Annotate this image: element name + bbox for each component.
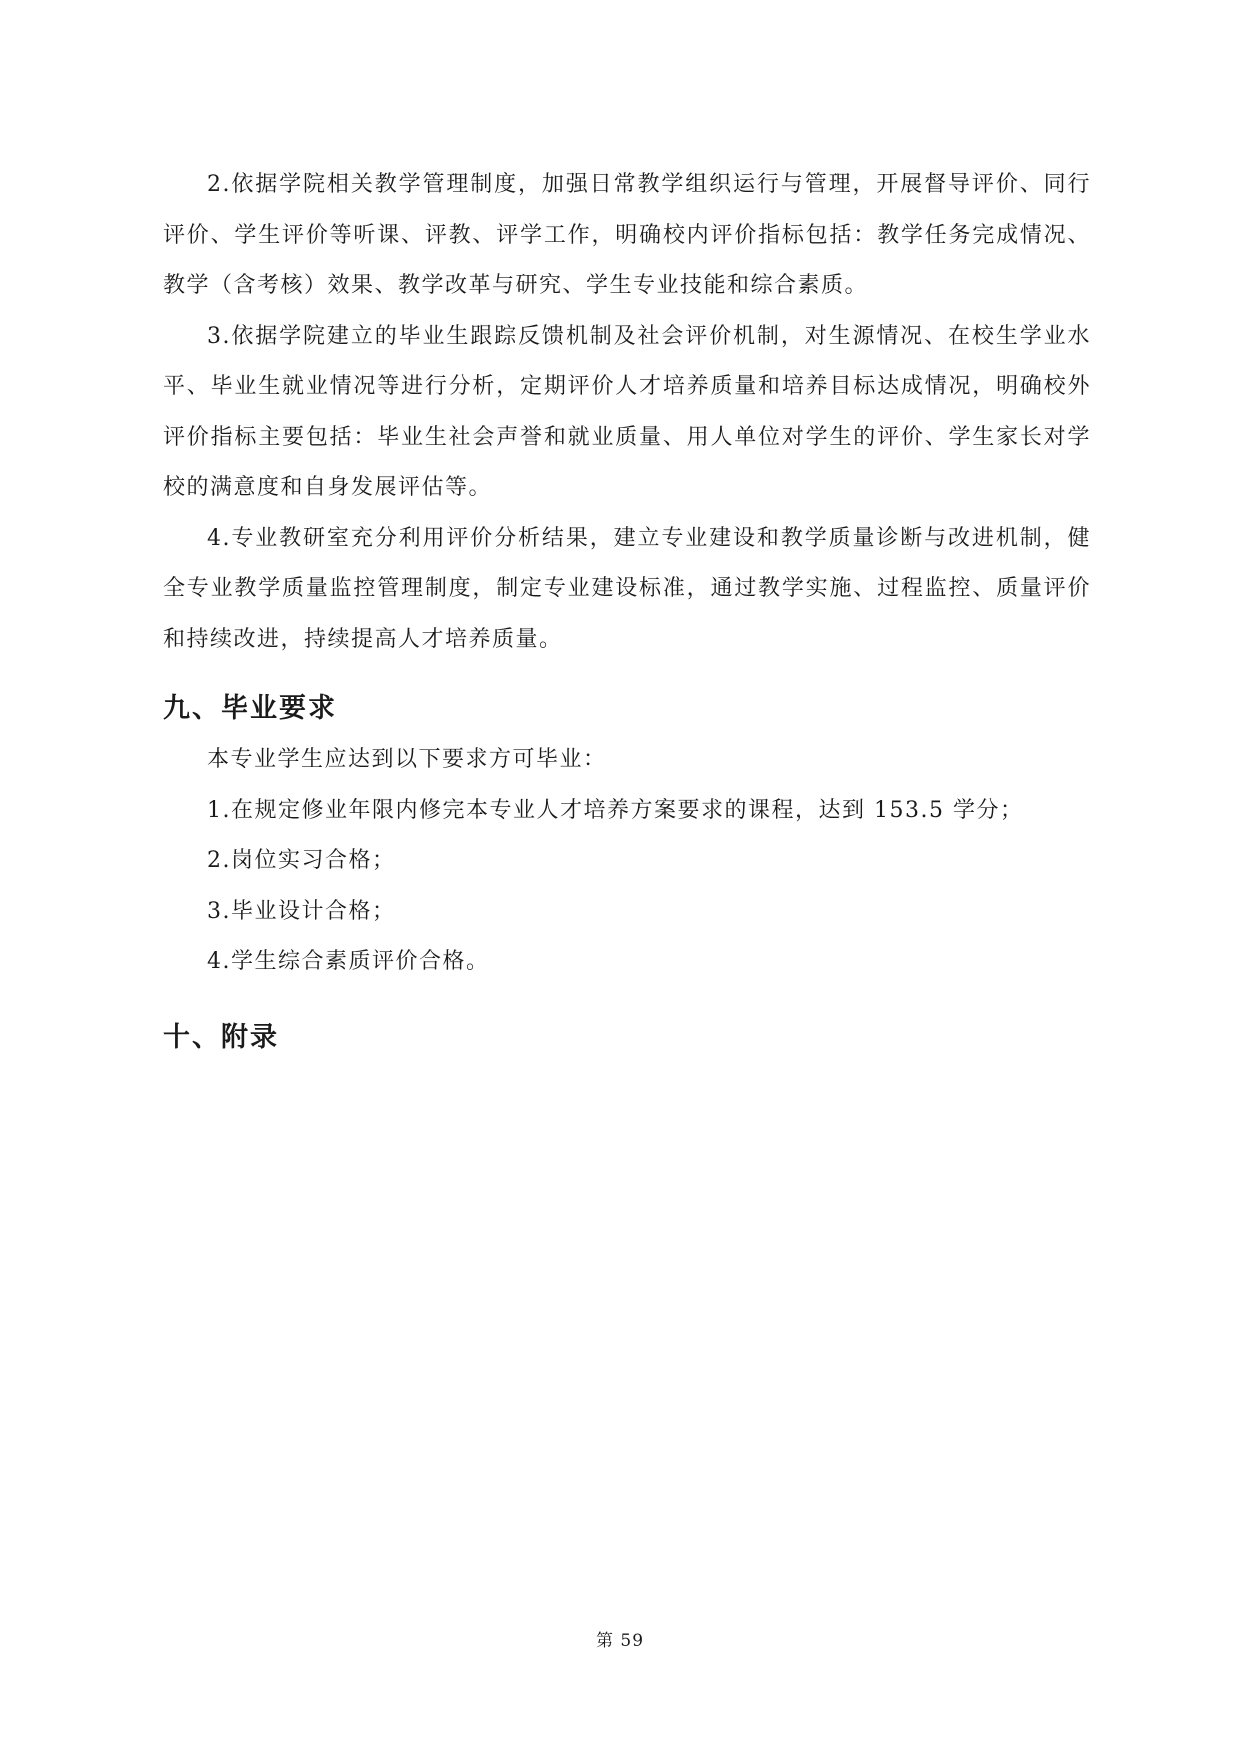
page-content — [163, 160, 1091, 1064]
graduation-item-quality: 4.学生综合素质评价合格。 — [207, 949, 490, 974]
section-heading-graduation-requirements: 九、毕业要求 — [163, 693, 337, 724]
graduation-item-credits: 1.在规定修业年限内修完本专业人才培养方案要求的课程，达到 153.5 学分； — [207, 797, 1024, 823]
paragraph-evaluation-external: 3.依据学院建立的毕业生跟踪反馈机制及社会评价机制，对生源情况、在校生学业水平、毕业生就业情况等进行分析，定期评价人才培养质量和培养目标达成情况，明确校外评价指标主要包括：毕业生社会声誉和就业质量、用人单位对学生的评价、学生家长对学校的满意度和自身发展评估等。 — [163, 323, 1091, 500]
paragraph-evaluation-improvement: 4.专业教研室充分利用评价分析结果，建立专业建设和教学质量诊断与改进机制，健全专业教学质量监控管理制度，制定专业建设标准，通过教学实施、过程监控、质量评价和持续改进，持续提高人才培养质量。 — [163, 525, 1091, 652]
graduation-item-internship: 2.岗位实习合格； — [207, 848, 396, 873]
graduation-intro: 本专业学生应达到以下要求方可毕业： — [207, 747, 607, 772]
page-number: 第 59 — [595, 1631, 645, 1651]
paragraph-evaluation-internal: 2.依据学院相关教学管理制度，加强日常教学组织运行与管理，开展督导评价、同行评价、学生评价等听课、评教、评学工作，明确校内评价指标包括：教学任务完成情况、教学（含考核）效果、教学改革与研究、学生专业技能和综合素质。 — [163, 172, 1091, 298]
section-heading-appendix: 十、附录 — [163, 1021, 279, 1053]
graduation-item-design: 3.毕业设计合格； — [207, 898, 396, 924]
